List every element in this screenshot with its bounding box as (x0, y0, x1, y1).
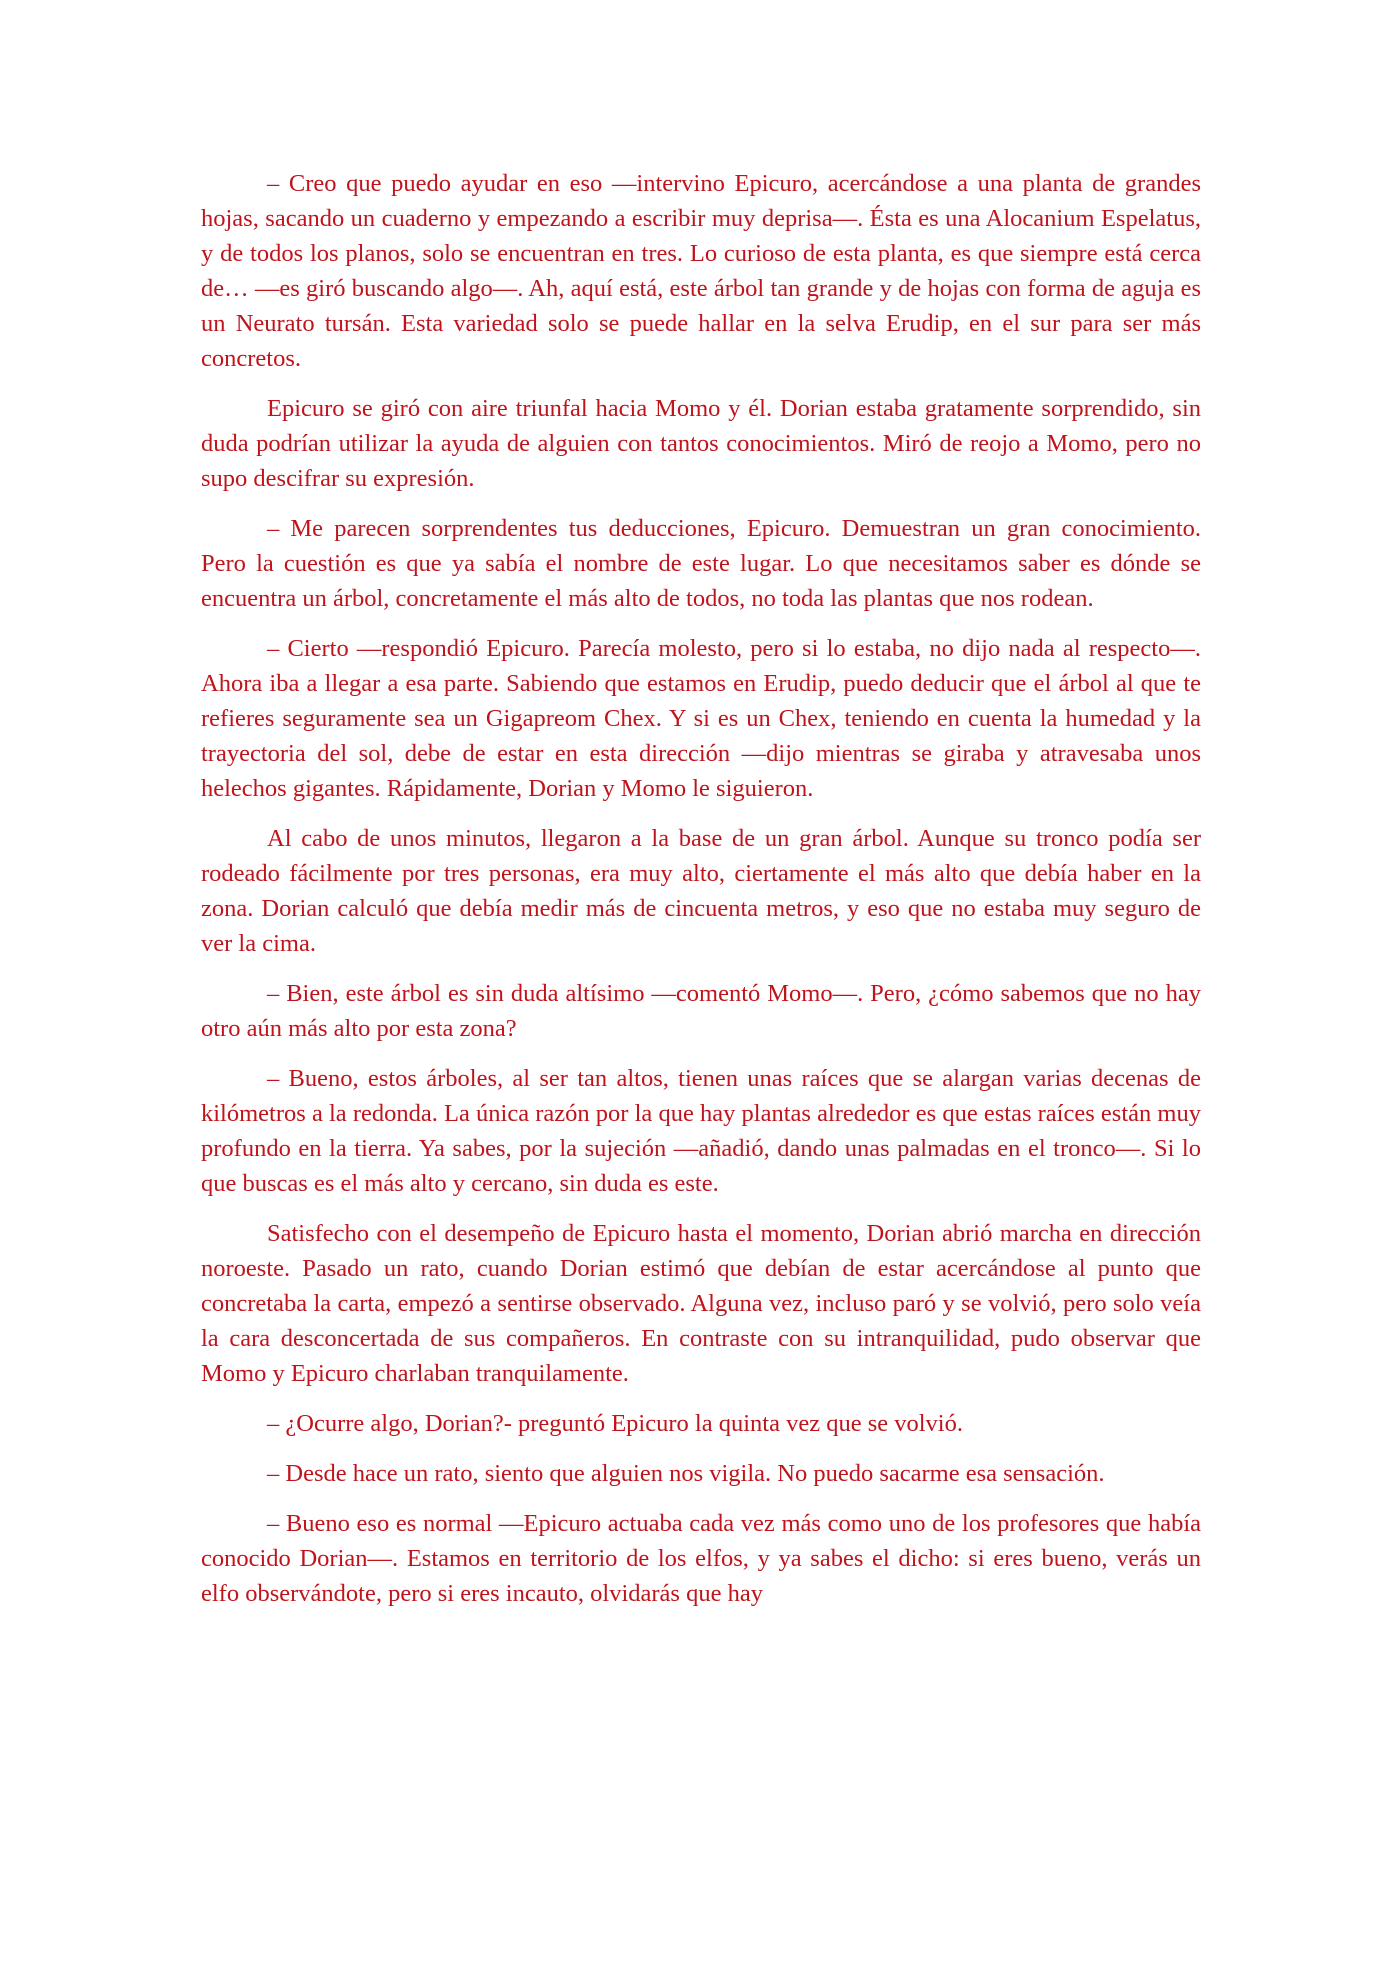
paragraph-7: – Bueno, estos árboles, al ser tan altos, tienen unas raíces que se alargan varias decenas de kilómetros a la redonda. La única razón por la que hay plantas alrededor es que estas raíces están muy profundo en la tierra. Ya sabes, por la sujeción —añadió, dando unas palmadas en el tronco—. Si lo que buscas es el más alto y cercano, sin duda es este. (201, 1065, 1201, 1197)
paragraph-4: – Cierto —respondió Epicuro. Parecía molesto, pero si lo estaba, no dijo nada al respecto—. Ahora iba a llegar a esa parte. Sabiendo que estamos en Erudip, puedo deducir que el árbol al que te refieres seguramente sea un Gigapreom Chex. Y si es un Chex, teniendo en cuenta la humedad y la trayectoria del sol, debe de estar en esta dirección —dijo mientras se giraba y atravesaba unos helechos gigantes. Rápidamente, Dorian y Momo le siguieron. (201, 635, 1201, 802)
paragraph-6: – Bien, este árbol es sin duda altísimo —comentó Momo—. Pero, ¿cómo sabemos que no hay otro aún más alto por esta zona? (201, 980, 1201, 1042)
paragraph-10: – Desde hace un rato, siento que alguien nos vigila. No puedo sacarme esa sensación. (267, 1460, 1105, 1487)
paragraph-5: Al cabo de unos minutos, llegaron a la base de un gran árbol. Aunque su tronco podía ser rodeado fácilmente por tres personas, era muy alto, ciertamente el más alto que debía haber en la zona. Dorian calculó que debía medir más de cincuenta metros, y eso que no estaba muy seguro de ver la cima. (201, 825, 1201, 957)
paragraph-8: Satisfecho con el desempeño de Epicuro hasta el momento, Dorian abrió marcha en dirección noroeste. Pasado un rato, cuando Dorian estimó que debían de estar acercándose al punto que concretaba la carta, empezó a sentirse observado. Alguna vez, incluso paró y se volvió, pero solo veía la cara desconcertada de sus compañeros. En contraste con su intranquilidad, pudo observar que Momo y Epicuro charlaban tranquilamente. (201, 1220, 1201, 1387)
paragraph-9: – ¿Ocurre algo, Dorian?- preguntó Epicuro la quinta vez que se volvió. (267, 1410, 963, 1437)
paragraph-2: Epicuro se giró con aire triunfal hacia Momo y él. Dorian estaba gratamente sorprendido, sin duda podrían utilizar la ayuda de alguien con tantos conocimientos. Miró de reojo a Momo, pero no supo descifrar su expresión. (201, 395, 1201, 492)
paragraph-1: – Creo que puedo ayudar en eso —intervino Epicuro, acercándose a una planta de grandes hojas, sacando un cuaderno y empezando a escribir muy deprisa—. Ésta es una Alocanium Espelatus, y de todos los planos, solo se encuentran en tres. Lo curioso de esta planta, es que siempre está cerca de… —es giró buscando algo—. Ah, aquí está, este árbol tan grande y de hojas con forma de aguja es un Neurato tursán. Esta variedad solo se puede hallar en la selva Erudip, en el sur para ser más concretos. (201, 170, 1201, 372)
paragraph-3: – Me parecen sorprendentes tus deducciones, Epicuro. Demuestran un gran conocimiento. Pero la cuestión es que ya sabía el nombre de este lugar. Lo que necesitamos saber es dónde se encuentra un árbol, concretamente el más alto de todos, no toda las plantas que nos rodean. (201, 515, 1201, 612)
body-text (201, 166, 1201, 1626)
paragraph-11: – Bueno eso es normal —Epicuro actuaba cada vez más como uno de los profesores que había conocido Dorian—. Estamos en territorio de los elfos, y ya sabes el dicho: si eres bueno, verás un elfo observándote, pero si eres incauto, olvidarás que hay (201, 1510, 1201, 1607)
